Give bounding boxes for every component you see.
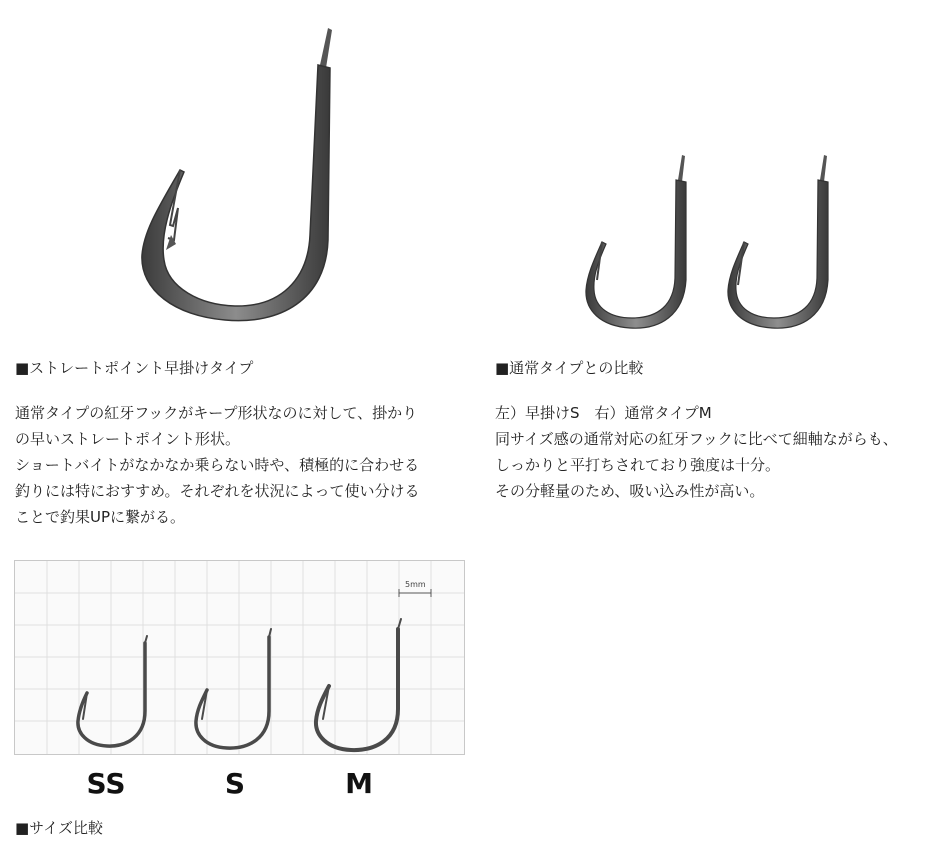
- section-heading-straight-point: ■ストレートポイント早掛けタイプ: [15, 359, 254, 377]
- paragraph-line: 通常タイプの紅牙フックがキープ形状なのに対して、掛かり: [15, 404, 418, 422]
- comparison-hooks-image: [580, 150, 840, 340]
- size-label-ss: SS: [86, 767, 126, 800]
- description-comparison: [495, 400, 898, 504]
- paragraph-line: ことで釣果UPに繋がる。: [15, 508, 186, 526]
- scale-bar-label: 5mm: [405, 580, 426, 589]
- paragraph-line: 釣りには特におすすめ。それぞれを状況によって使い分ける: [15, 482, 420, 500]
- description-straight-point: [15, 400, 420, 530]
- large-hook-image: [130, 20, 350, 340]
- paragraph-line: しっかりと平打ちされており強度は十分。: [495, 456, 781, 474]
- paragraph-line: 同サイズ感の通常対応の紅牙フックに比べて細軸ながらも、: [495, 430, 898, 448]
- section-heading-comparison: ■通常タイプとの比較: [495, 359, 644, 377]
- size-label-m: M: [345, 767, 373, 800]
- section-heading-size-comparison: ■サイズ比較: [15, 819, 103, 837]
- size-comparison-image: [14, 560, 465, 755]
- paragraph-line: の早いストレートポイント形状。: [15, 430, 241, 448]
- paragraph-line: その分軽量のため、吸い込み性が高い。: [495, 482, 765, 500]
- paragraph-line: 左）早掛けS 右）通常タイプM: [495, 404, 712, 422]
- size-label-s: S: [224, 767, 246, 800]
- paragraph-line: ショートバイトがなかなか乗らない時や、積極的に合わせる: [15, 456, 420, 474]
